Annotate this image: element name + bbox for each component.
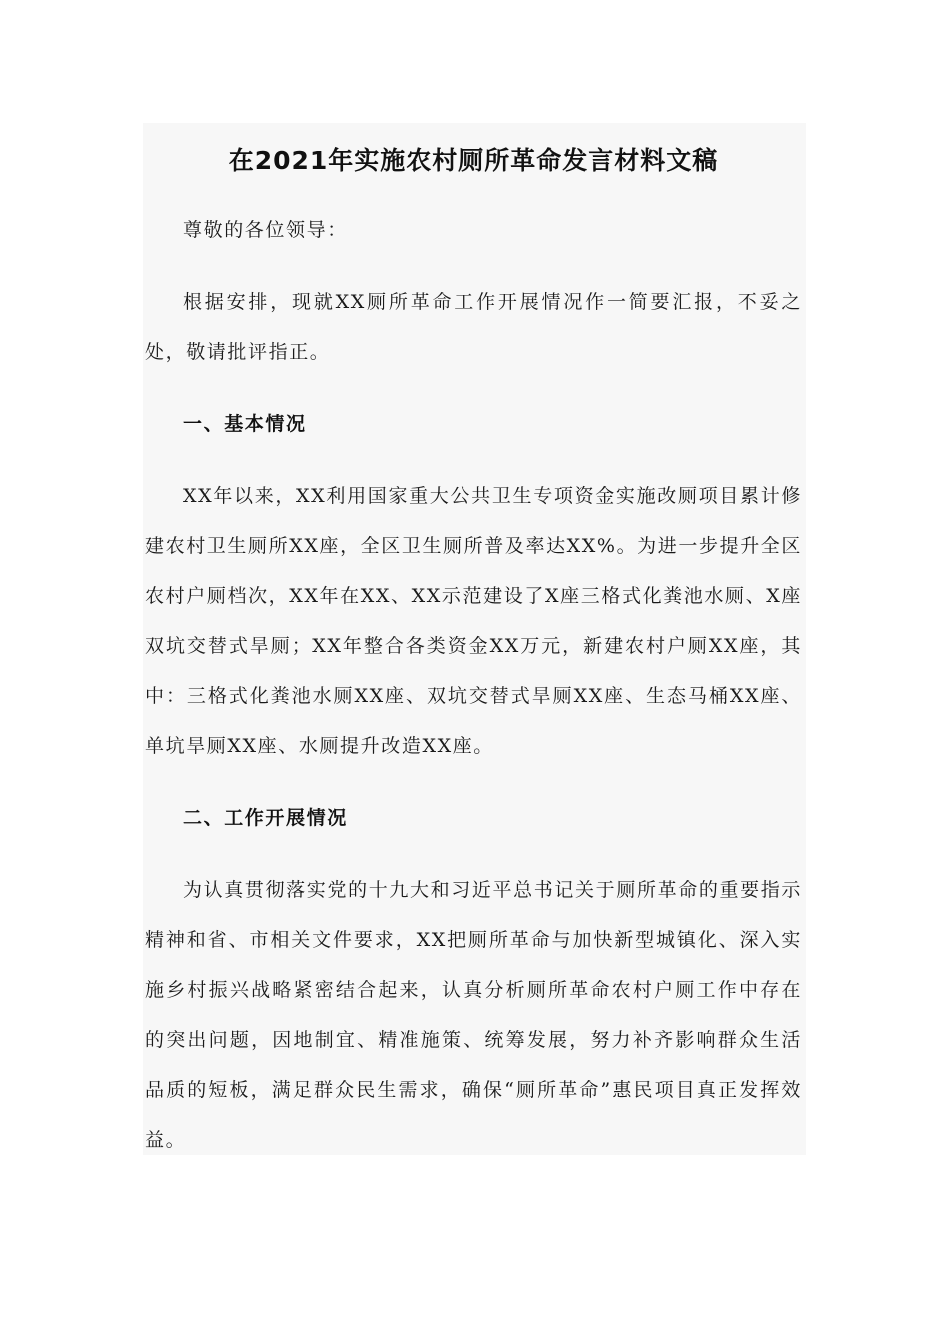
intro-paragraph: 根据安排，现就XX厕所革命工作开展情况作一简要汇报，不妥之处，敬请批评指正。 <box>145 291 802 363</box>
document-title: 在2021年实施农村厕所革命发言材料文稿 <box>228 146 719 175</box>
section-body-basic-situation: XX年以来，XX利用国家重大公共卫生专项资金实施改厕项目累计修建农村卫生厕所XX座，全区卫生厕所普及率达XX%。为进一步提升全区农村户厕档次，XX年在XX、XX示范建设了X座三格式化粪池水厕、X座双坑交替式旱厕；XX年整合各类资金XX万元，新建农村户厕XX座，其中：三格式化粪池水厕XX座、双坑交替式旱厕XX座、生态马桶XX座、单坑旱厕XX座、水厕提升改造XX座。 <box>145 485 802 757</box>
section-body-work-progress: 为认真贯彻落实党的十九大和习近平总书记关于厕所革命的重要指示精神和省、市相关文件要求，XX把厕所革命与加快新型城镇化、深入实施乡村振兴战略紧密结合起来，认真分析厕所革命农村户厕工作中存在的突出问题，因地制宜、精准施策、统筹发展，努力补齐影响群众生活品质的短板，满足群众民生需求，确保“厕所革命”惠民项目真正发挥效益。 <box>145 879 802 1151</box>
section-heading-basic-situation: 一、基本情况 <box>183 413 307 435</box>
spacer <box>145 449 802 471</box>
spacer <box>145 843 802 865</box>
spacer <box>145 771 802 793</box>
section-heading-work-progress: 二、工作开展情况 <box>183 807 348 829</box>
greeting-paragraph: 尊敬的各位领导： <box>183 219 348 241</box>
spacer <box>145 255 802 277</box>
document-page <box>143 123 806 1155</box>
spacer <box>145 377 802 399</box>
